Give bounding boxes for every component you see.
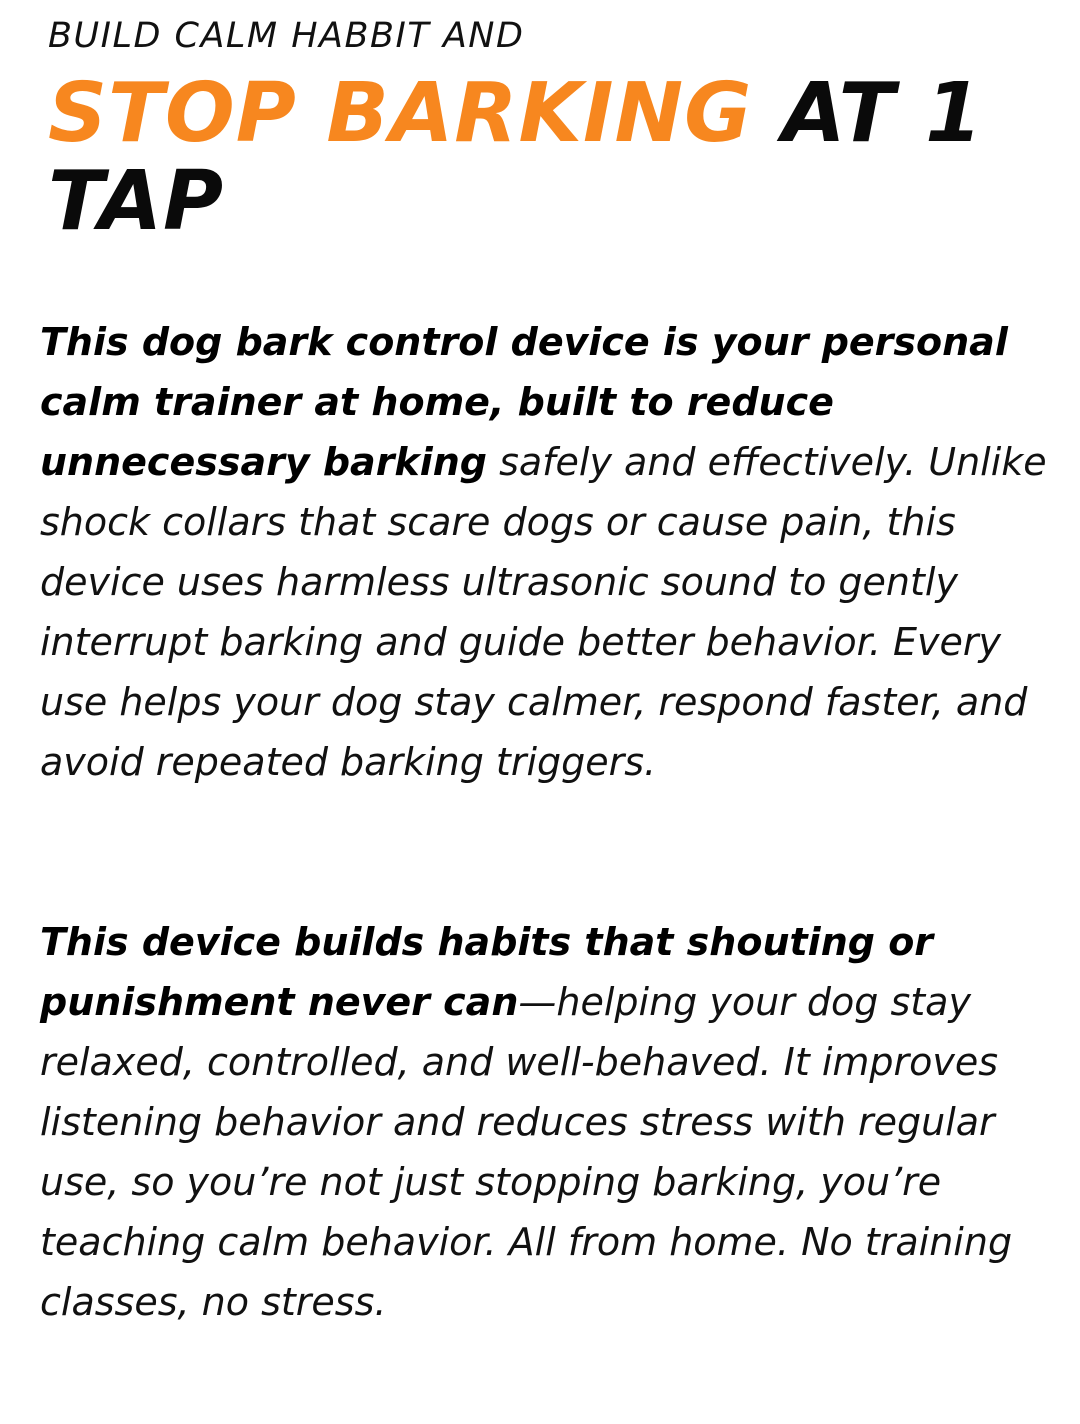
description-paragraph-1 [40,312,1060,792]
description-paragraph-2 [40,912,1060,1332]
eyebrow-text: BUILD CALM HABBIT AND [48,16,525,56]
paragraph-1-text: safely and effectively. Unlike shock collars that scare dogs or cause pain, this device uses harmless ultrasonic sound to gently interrupt barking and guide better behavior. Every use helps your dog stay calmer, respond faster, and avoid repeated barking triggers. [40,440,1047,784]
paragraph-2-bold: This device builds habits that shouting or punishment never can [40,920,934,1024]
paragraph-2-text: —helping your dog stay relaxed, controlled, and well-behaved. It improves listening behavior and reduces stress with regular use, so you’re not just stopping barking, you’re teaching calm behavior. All from home. No training classes, no stress. [40,980,1013,1324]
headline-accent: STOP BARKING [48,66,753,161]
headline-rest: AT 1 TAP [48,66,984,249]
paragraph-1-bold: This dog bark control device is your personal calm trainer at home, built to reduce unnecessary barking [40,320,1008,484]
headline [48,66,1058,249]
